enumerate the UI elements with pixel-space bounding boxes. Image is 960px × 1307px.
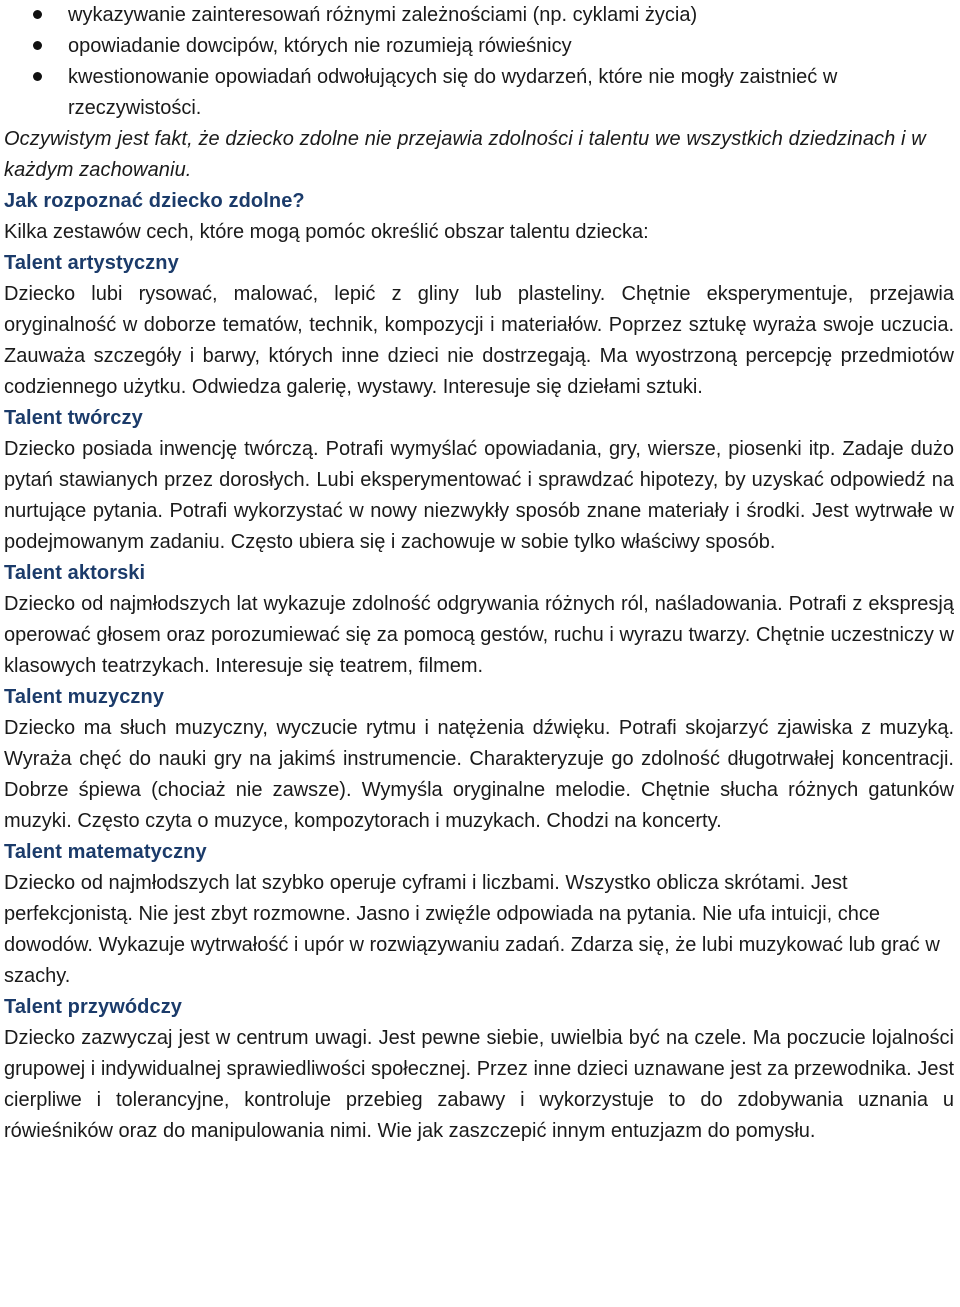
talent-text-mathematical: Dziecko od najmłodszych lat szybko operuje cyframi i liczbami. Wszystko oblicza skrótami. Jest perfekcjonistą. Nie jest zbyt rozmowne. Jasno i zwięźle odpowiada na pytania. Nie ufa intuicji, chce dowodów. Wykazuje wytrwałość i upór w rozwiązywaniu zadań. Zdarza się, że lubi muzykować lub grać w szachy. bbox=[4, 872, 940, 987]
section-heading: Jak rozpoznać dziecko zdolne? bbox=[4, 190, 305, 212]
lead-paragraph: Kilka zestawów cech, które mogą pomóc określić obszar talentu dziecka: bbox=[4, 221, 649, 243]
talent-heading-musical: Talent muzyczny bbox=[4, 686, 165, 708]
talent-text-musical: Dziecko ma słuch muzyczny, wyczucie rytmu i natężenia dźwięku. Potrafi skojarzyć zjawiska z muzyką. Wyraża chęć do nauki gry na jakimś instrumencie. Charakteryzuje go zdolność długotrwałej koncentracji. Dobrze śpiewa (chociaż nie zawsze). Wymyśla oryginalne melodie. Chętnie słucha różnych gatunków muzyki. Często czyta o muzyce, kompozytorach i muzykach. Chodzi na koncerty. bbox=[4, 717, 954, 832]
talent-heading-creative: Talent twórczy bbox=[4, 407, 143, 429]
talent-heading-acting: Talent aktorski bbox=[4, 562, 146, 584]
bullet-icon bbox=[33, 41, 42, 50]
talent-text-artistic: Dziecko lubi rysować, malować, lepić z gliny lub plasteliny. Chętnie eksperymentuje, przejawia oryginalność w doborze tematów, technik, kompozycji i materiałów. Poprzez sztukę wyraża swoje uczucia. Zauważa szczegóły i barwy, których inne dzieci nie dostrzegają. Ma wyostrzoną percepcję przedmiotów codziennego użytku. Odwiedza galerię, wystawy. Interesuje się dziełami sztuki. bbox=[4, 283, 954, 398]
list-item bbox=[4, 0, 954, 31]
list-item-text: opowiadanie dowcipów, których nie rozumieją rówieśnicy bbox=[68, 35, 572, 57]
intro-paragraph: Oczywistym jest fakt, że dziecko zdolne nie przejawia zdolności i talentu we wszystkich dziedzinach i w każdym zachowaniu. bbox=[4, 128, 926, 181]
talent-heading-leadership: Talent przywódczy bbox=[4, 996, 183, 1018]
talent-text-creative: Dziecko posiada inwencję twórczą. Potrafi wymyślać opowiadania, gry, wiersze, piosenki itp. Zadaje dużo pytań stawianych przez dorosłych. Lubi eksperymentować i sprawdzać hipotezy, by uzyskać odpowiedź na nurtujące pytania. Potrafi wykorzystać w nowy niezwykły sposób znane materiały i środki. Jest wytrwałe w podejmowanym zadaniu. Często ubiera się i zachowuje w sobie tylko właściwy sposób. bbox=[4, 438, 954, 553]
list-item-text: kwestionowanie opowiadań odwołujących się do wydarzeń, które nie mogły zaistnieć w rzeczywistości. bbox=[68, 66, 838, 119]
talent-heading-mathematical: Talent matematyczny bbox=[4, 841, 207, 863]
talent-heading-artistic: Talent artystyczny bbox=[4, 252, 179, 274]
list-item bbox=[4, 62, 954, 124]
list-item bbox=[4, 31, 954, 62]
talent-text-acting: Dziecko od najmłodszych lat wykazuje zdolność odgrywania różnych ról, naśladowania. Potrafi z ekspresją operować głosem oraz porozumiewać się za pomocą gestów, ruchu i wyrazu twarzy. Chętnie uczestniczy w klasowych teatrzykach. Interesuje się teatrem, filmem. bbox=[4, 593, 954, 677]
talent-text-leadership: Dziecko zazwyczaj jest w centrum uwagi. Jest pewne siebie, uwielbia być na czele. Ma poczucie lojalności grupowej i indywidualnej sprawiedliwości społecznej. Przez inne dzieci uznawane jest za przewodnika. Jest cierpliwe i tolerancyjne, kontroluje przebieg zabawy i wykorzystuje to do zdobywania uznania u rówieśników oraz do manipulowania nimi. Wie jak zaszczepić innym entuzjazm do pomysłu. bbox=[4, 1027, 954, 1142]
bullet-icon bbox=[33, 72, 42, 81]
list-item-text: wykazywanie zainteresowań różnymi zależnościami (np. cyklami życia) bbox=[68, 4, 698, 26]
bullet-icon bbox=[33, 10, 42, 19]
bullet-list bbox=[4, 0, 954, 124]
